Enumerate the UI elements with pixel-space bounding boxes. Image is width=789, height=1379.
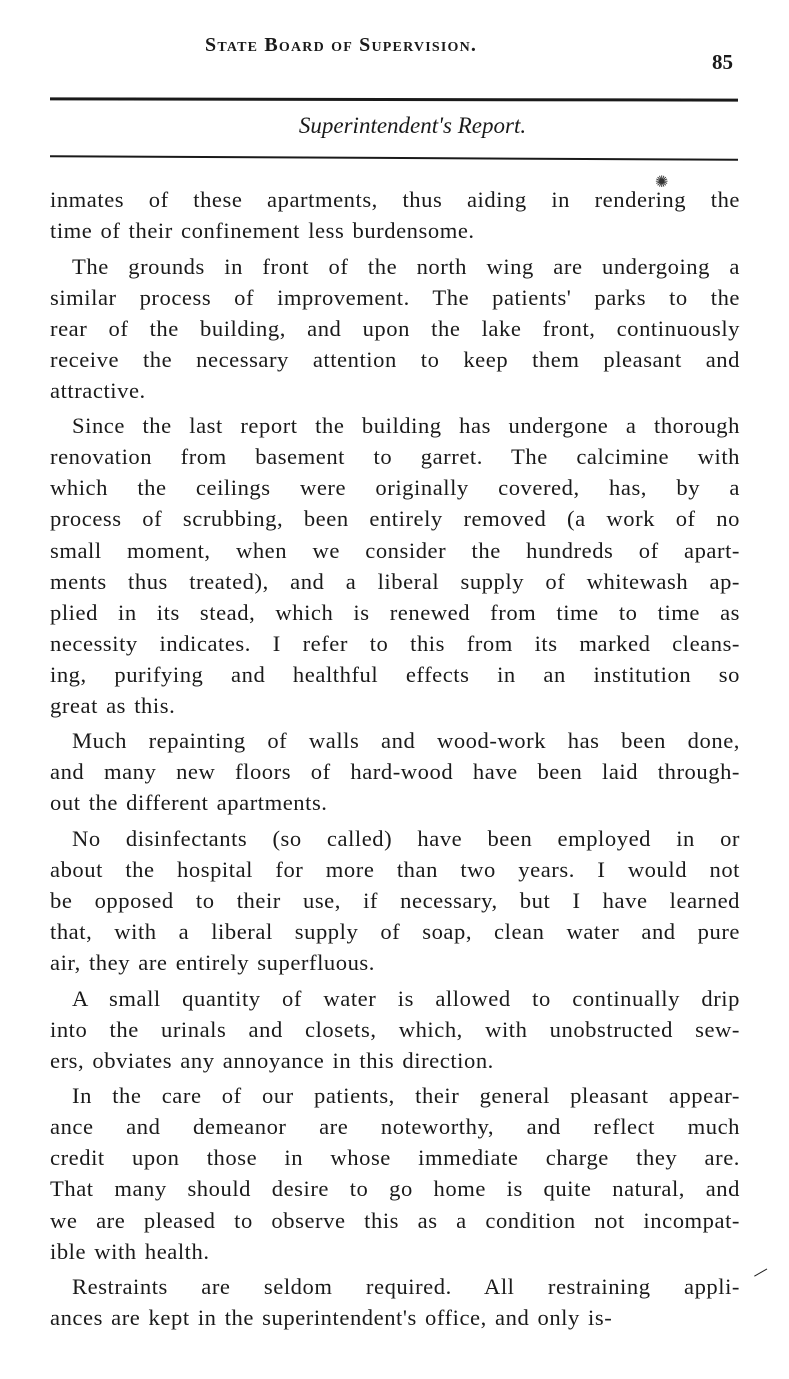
text-line: small moment, when we consider the hundreds of apart- [50, 537, 740, 563]
text-line: great as this. [50, 692, 176, 718]
text-line: ances are kept in the superintendent's office, and only is- [50, 1305, 613, 1331]
text-line: and many new floors of hard-wood have been laid through- [50, 759, 740, 785]
text-line: No disinfectants (so called) have been employed in or [72, 825, 740, 851]
paragraph [50, 823, 740, 978]
text-line: renovation from basement to garret. The calcimine with [50, 444, 740, 470]
text-line: Restraints are seldom required. All restraining appli- [72, 1274, 740, 1300]
text-line: credit upon those in whose immediate charge they are. [50, 1145, 740, 1171]
text-line: air, they are entirely superfluous. [50, 950, 375, 976]
paragraph [50, 251, 740, 406]
text-line: ing, purifying and healthful effects in an institution so [50, 661, 740, 687]
text-line: Since the last report the building has undergone a thorough [72, 413, 740, 439]
paragraph [50, 184, 740, 246]
header-rule-bottom [50, 155, 738, 161]
text-line: ers, obviates any annoyance in this direction. [50, 1047, 494, 1073]
text-line: plied in its stead, which is renewed from time to time as [50, 599, 740, 625]
text-line: ible with health. [50, 1238, 210, 1264]
header-rule-top [50, 97, 738, 101]
text-line: that, with a liberal supply of soap, clean water and pure [50, 919, 740, 945]
text-line: ance and demeanor are noteworthy, and reflect much [50, 1114, 740, 1140]
text-line: The grounds in front of the north wing are undergoing a [72, 253, 740, 279]
paragraph [50, 1080, 740, 1266]
text-line: similar process of improvement. The patients' parks to the [50, 284, 740, 310]
running-head: State Board of Supervision. [205, 34, 478, 56]
text-line: about the hospital for more than two years. I would not [50, 856, 740, 882]
text-line: ments thus treated), and a liberal supply of whitewash ap- [50, 568, 740, 594]
text-line: In the care of our patients, their general pleasant appear- [72, 1083, 740, 1109]
paragraph [50, 725, 740, 818]
text-line: rear of the building, and upon the lake front, continuously [50, 315, 740, 341]
text-line: time of their confinement less burdensome. [50, 218, 475, 244]
text-line: process of scrubbing, been entirely removed (a work of no [50, 506, 740, 532]
text-line: we are pleased to observe this as a condition not incompat- [50, 1207, 740, 1233]
text-line: That many should desire to go home is quite natural, and [50, 1176, 740, 1202]
body-text [50, 184, 740, 1333]
text-line: which the ceilings were originally covered, has, by a [50, 475, 740, 501]
paragraph [50, 983, 740, 1076]
text-line: Much repainting of walls and wood-work has been done, [72, 728, 740, 754]
paragraph [50, 1271, 740, 1333]
ink-blot-mark: ✺ [655, 172, 669, 191]
page-number: 85 [712, 50, 733, 74]
text-line: out the different apartments. [50, 790, 328, 816]
section-title: Superintendent's Report. [298, 113, 527, 138]
text-line: necessity indicates. I refer to this from its marked cleans- [50, 630, 740, 656]
text-line: attractive. [50, 377, 146, 403]
text-line: be opposed to their use, if necessary, but I have learned [50, 888, 740, 914]
text-line: receive the necessary attention to keep them pleasant and [50, 346, 740, 372]
text-line: into the urinals and closets, which, with unobstructed sew- [50, 1016, 740, 1042]
margin-tick-mark: — [748, 1259, 772, 1284]
paragraph [50, 410, 740, 720]
text-line: inmates of these apartments, thus aiding in rendering the [50, 187, 740, 212]
text-line: A small quantity of water is allowed to continually drip [72, 985, 740, 1011]
